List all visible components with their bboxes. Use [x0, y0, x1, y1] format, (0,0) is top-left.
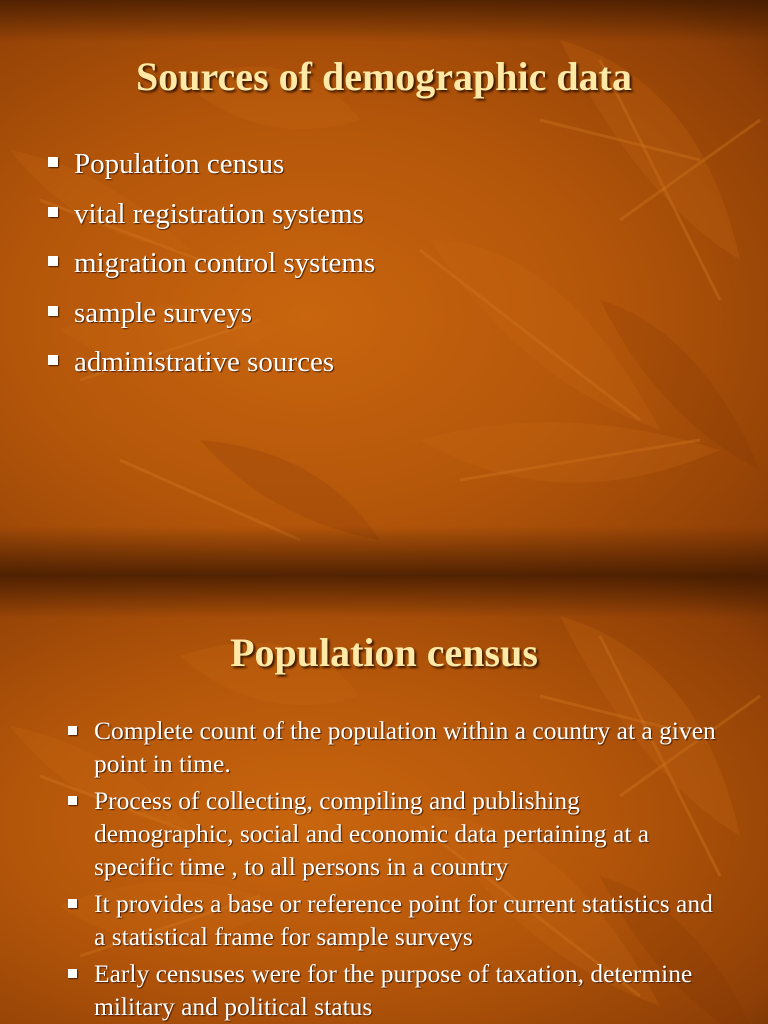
square-bullet-icon: [68, 726, 77, 735]
bullet-list: [44, 140, 744, 388]
square-bullet-icon: [68, 969, 77, 978]
list-item-text: Complete count of the population within a country at a given point in time.: [94, 716, 716, 778]
list-item: [44, 289, 744, 339]
square-bullet-icon: [68, 899, 77, 908]
square-bullet-icon: [48, 157, 58, 167]
list-item-text: It provides a base or reference point for current statistics and a statistical frame for sample surveys: [94, 889, 713, 951]
list-item: [64, 957, 724, 1023]
list-item: [64, 887, 724, 953]
square-bullet-icon: [68, 796, 77, 805]
list-item-text: Early censuses were for the purpose of taxation, determine military and political status: [94, 959, 693, 1021]
list-item-text: sample surveys: [74, 296, 252, 329]
square-bullet-icon: [48, 207, 58, 217]
list-item: [44, 140, 744, 190]
slide-title: Population census: [230, 630, 538, 675]
list-item-text: Population census: [74, 148, 285, 180]
slide-title: Sources of demographic data: [136, 54, 632, 99]
list-item: [64, 784, 724, 883]
slide-population-census: [0, 576, 768, 1024]
list-item: [64, 714, 724, 780]
square-bullet-icon: [48, 355, 58, 365]
list-item-text: migration control systems: [74, 247, 376, 279]
square-bullet-icon: [48, 306, 58, 316]
square-bullet-icon: [48, 256, 58, 266]
list-item-text: Process of collecting, compiling and publishing demographic, social and economic data pertaining at a specific time , to all persons in a country: [94, 786, 650, 881]
list-item: [44, 338, 744, 388]
list-item: [44, 190, 744, 240]
list-item-text: administrative sources: [74, 346, 335, 378]
list-item-text: vital registration systems: [74, 197, 364, 230]
bullet-list: [64, 714, 724, 1024]
list-item: [44, 239, 744, 289]
